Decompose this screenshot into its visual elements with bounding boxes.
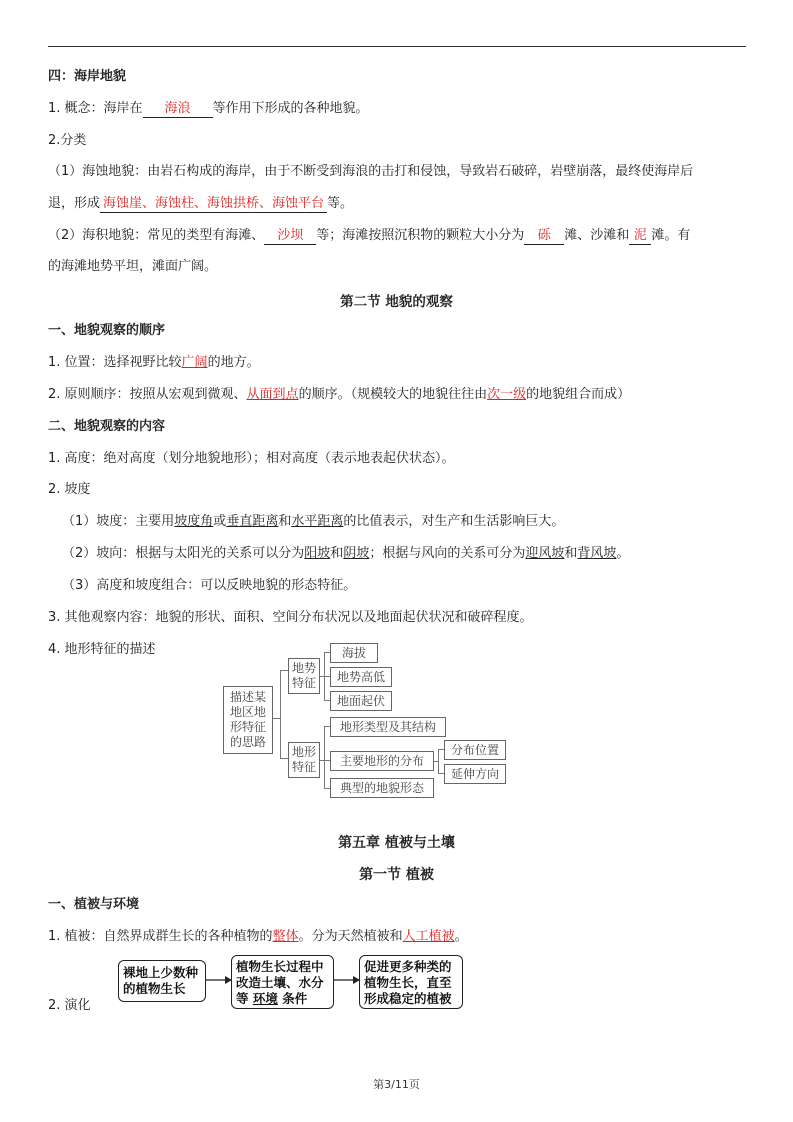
paragraph-slope-degree: （1）坡度：主要用坡度角或垂直距离和水平距离的比值表示，对生产和生活影响巨大。 (62, 514, 565, 529)
tree-leaf: 延伸方向 (444, 764, 506, 784)
answer-blank: 沙坝 (264, 228, 316, 245)
paragraph-slope: 2. 坡度 (48, 482, 91, 497)
answer-text: 次一级 (487, 387, 527, 402)
paragraph-slope-aspect: （2）坡向：根据与太阳光的关系可以分为阳坡和阴坡；根据与风向的关系可分为迎风坡和背风坡。 (62, 546, 630, 561)
section-heading: 四：海岸地貌 (48, 69, 127, 84)
page-number: 第3/11页 (373, 1078, 420, 1091)
tree-leaf: 主要地形的分布 (330, 751, 434, 771)
paragraph-describe: 4. 地形特征的描述 (48, 642, 156, 657)
subheading-order: 一、地貌观察的顺序 (48, 323, 166, 338)
flow-step-2: 植物生长过程中 改造土壤、水分 等 环境 条件 (231, 955, 334, 1009)
paragraph-vegetation: 1. 植被：自然界成群生长的各种植物的整体。分为天然植被和人工植被。 (48, 929, 468, 944)
tree-leaf: 地势高低 (330, 667, 392, 687)
paragraph-classify: 2.分类 (48, 133, 87, 148)
subheading-vegetation: 一、植被与环境 (48, 897, 140, 912)
flow-step-3: 促进更多种类的 植物生长，直至 形成稳定的植被 (359, 955, 463, 1009)
section-title: 第二节 地貌的观察 (340, 294, 453, 310)
arrow-right-icon (334, 974, 360, 986)
tree-root: 描述某 地区地 形特征 的思路 (223, 686, 273, 754)
answer-text: 从面到点 (246, 387, 299, 402)
answer-text: 人工植被 (402, 929, 455, 944)
chapter-title: 第五章 植被与土壤 (338, 835, 455, 851)
tree-leaf: 分布位置 (444, 740, 506, 760)
answer-blank: 泥 (629, 228, 651, 245)
paragraph-combination: （3）高度和坡度组合：可以反映地貌的形态特征。 (62, 578, 357, 593)
answer-text: 整体 (272, 929, 299, 944)
paragraph-evolution: 2. 演化 (48, 998, 91, 1013)
tree-leaf: 海拔 (330, 643, 378, 663)
flow-step-1: 裸地上少数种 的植物生长 (118, 960, 206, 1002)
paragraph-erosion-cont: 退，形成 海蚀崖、海蚀柱、海蚀拱桥、海蚀平台 等。 (48, 196, 354, 211)
section-title: 第一节 植被 (359, 867, 434, 883)
paragraph-position: 1. 位置：选择视野比较广阔的地方。 (48, 355, 260, 370)
answer-blank: 砾 (524, 228, 564, 245)
paragraph-principle: 2. 原则顺序：按照从宏观到微观、从面到点的顺序。（规模较大的地貌往往由次一级的地貌组合而成） (48, 387, 631, 402)
answer-text: 广阔 (181, 355, 208, 370)
paragraph-height: 1. 高度：绝对高度（划分地貌地形）；相对高度（表示地表起伏状态）。 (48, 451, 455, 466)
tree-leaf: 典型的地貌形态 (330, 778, 434, 798)
subheading-content: 二、地貌观察的内容 (48, 419, 166, 434)
header-rule (48, 46, 746, 47)
paragraph-deposition-cont: 的海滩地势平坦，滩面广阔。 (48, 259, 218, 274)
arrow-right-icon (206, 974, 232, 986)
paragraph-deposition: （2）海积地貌：常见的类型有海滩、 沙坝 等；海滩按照沉积物的颗粒大小分为 砾 滩、沙滩和 泥 滩。有 (48, 228, 691, 243)
tree-leaf: 地形类型及其结构 (330, 717, 446, 737)
paragraph-erosion: （1）海蚀地貌：由岩石构成的海岸，由于不断受到海浪的击打和侵蚀，导致岩石破碎，岩壁崩落，最终使海岸后 (48, 164, 694, 179)
tree-node-terrain: 地势 特征 (288, 658, 320, 694)
answer-blank: 海蚀崖、海蚀柱、海蚀拱桥、海蚀平台 (100, 196, 327, 213)
tree-node-landform: 地形 特征 (288, 742, 320, 778)
paragraph-concept: 1. 概念：海岸在 海浪 等作用下形成的各种地貌。 (48, 101, 369, 116)
answer-blank: 海浪 (143, 101, 213, 118)
paragraph-other: 3. 其他观察内容：地貌的形状、面积、空间分布状况以及地面起伏状况和破碎程度。 (48, 610, 533, 625)
tree-leaf: 地面起伏 (330, 691, 392, 711)
